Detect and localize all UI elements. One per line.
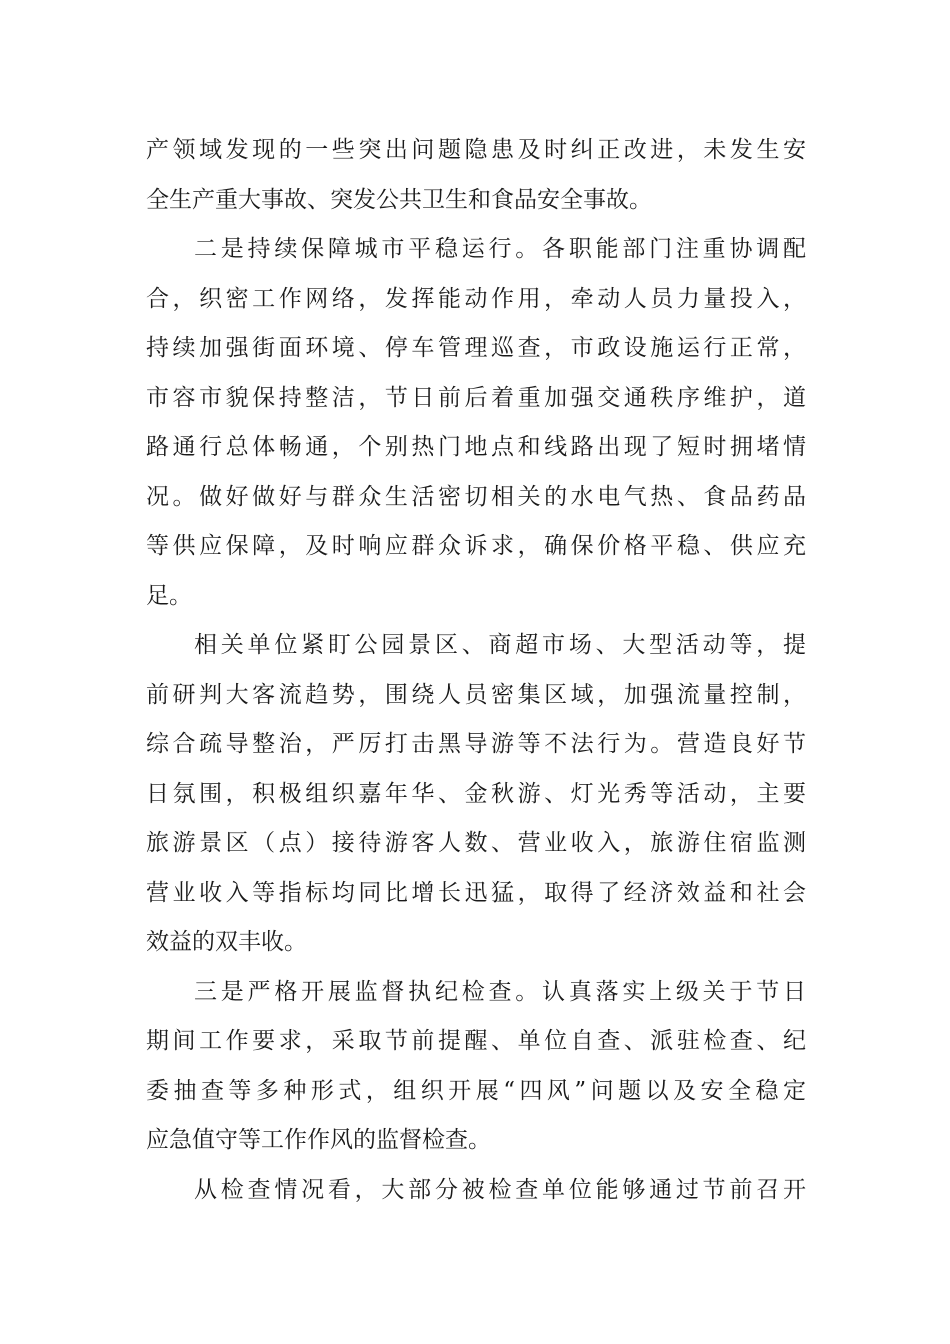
- text-line: 等供应保障，及时响应群众诉求，确保价格平稳、供应充: [146, 533, 806, 559]
- text-line: 产领域发现的一些突出问题隐患及时纠正改进，未发生安: [146, 137, 806, 163]
- text-line: 合，织密工作网络，发挥能动作用，牵动人员力量投入，: [146, 285, 806, 312]
- text-line: 相关单位紧盯公园景区、商超市场、大型活动等，提: [194, 632, 806, 658]
- text-line: 况。做好做好与群众生活密切相关的水电气热、食品药品: [146, 483, 806, 510]
- text-line: 营业收入等指标均同比增长迅猛，取得了经济效益和社会: [146, 879, 806, 906]
- text-line: 效益的双丰收。: [146, 929, 307, 955]
- paragraph-continuation: [146, 126, 806, 225]
- text-line: 足。: [146, 582, 192, 609]
- text-line: 从检查情况看，大部分被检查单位能够通过节前召开: [194, 1176, 806, 1203]
- text-line: 二是持续保障城市平稳运行。各职能部门注重协调配: [194, 236, 806, 262]
- text-line: 持续加强街面环境、停车管理巡查，市政设施运行正常，: [146, 335, 806, 361]
- document-page: [146, 126, 806, 1215]
- text-line: 期间工作要求，采取节前提醒、单位自查、派驻检查、纪: [146, 1028, 806, 1054]
- text-line: 前研判大客流趋势，围绕人员密集区域，加强流量控制，: [146, 681, 806, 708]
- paragraph-tourism: [146, 621, 806, 968]
- text-line: 全生产重大事故、突发公共卫生和食品安全事故。: [146, 186, 652, 213]
- text-line: 日氛围，积极组织嘉年华、金秋游、灯光秀等活动，主要: [146, 780, 806, 807]
- text-line: 三是严格开展监督执纪检查。认真落实上级关于节日: [194, 978, 806, 1005]
- paragraph-inspection: [146, 1166, 806, 1216]
- text-line: 委抽查等多种形式，组织开展“四风”问题以及安全稳定: [146, 1077, 806, 1104]
- text-line: 综合疏导整治，严厉打击黑导游等不法行为。营造良好节: [146, 731, 806, 757]
- text-line: 市容市貌保持整洁，节日前后着重加强交通秩序维护，道: [146, 384, 806, 411]
- paragraph-supervision: [146, 968, 806, 1166]
- paragraph-city-operation: [146, 225, 806, 621]
- text-line: 路通行总体畅通，个别热门地点和线路出现了短时拥堵情: [146, 434, 806, 460]
- text-line: 应急值守等工作作风的监督检查。: [146, 1127, 491, 1153]
- text-line: 旅游景区（点）接待游客人数、营业收入，旅游住宿监测: [146, 830, 806, 856]
